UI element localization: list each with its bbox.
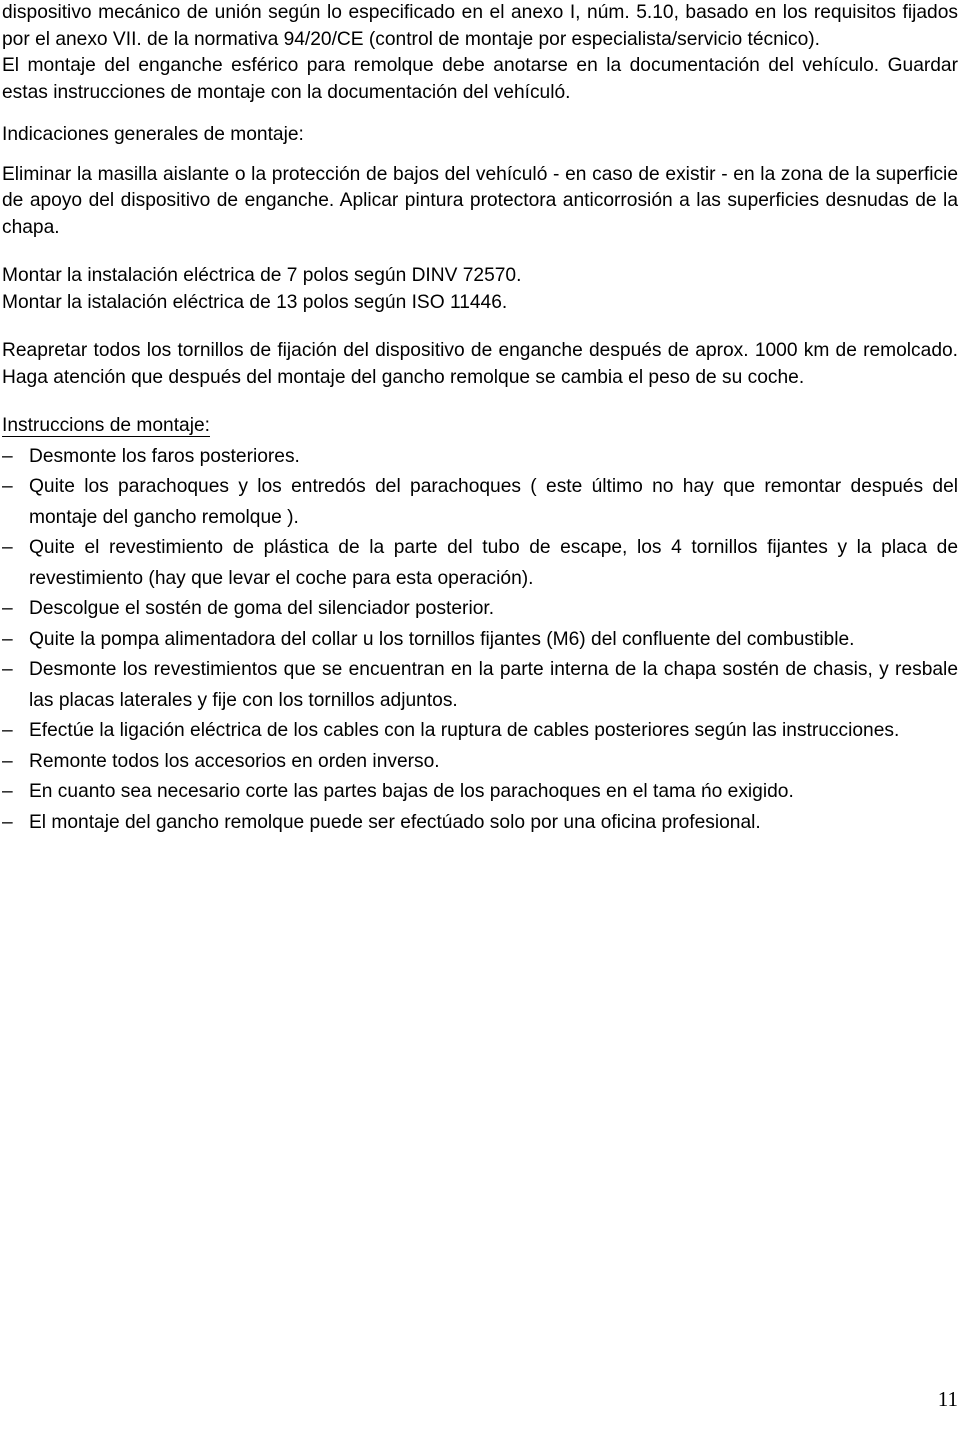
list-item xyxy=(2,533,958,594)
list-item-text: Efectúe la ligación eléctrica de los cables con la ruptura de cables posteriores según las instrucciones. xyxy=(29,720,900,741)
list-item-text: Remonte todos los accesorios en orden inverso. xyxy=(29,750,440,772)
bullet-dash: – xyxy=(2,659,13,680)
bullet-dash: – xyxy=(2,476,13,497)
bullet-dash: – xyxy=(2,598,13,619)
general-paragraph-2: Montar la instalación eléctrica de 7 polos según DINV 72570. xyxy=(2,265,522,286)
intro-paragraph-1: dispositivo mecánico de unión según lo especificado en el anexo I, núm. 5.10, basado en los requisitos fijados por el anexo VII. de la normativa 94/20/CE (control de montaje por especialista/servicio técnico). xyxy=(2,2,958,50)
list-item xyxy=(2,594,958,625)
list-item xyxy=(2,808,958,839)
list-item xyxy=(2,655,958,716)
list-item-text: Desmonte los revestimientos que se encuentran en la parte interna de la chapa sostén de chasis, y resbale las placas laterales y fije con los tornillos adjuntos. xyxy=(29,659,958,711)
list-item-text: En cuanto sea necesario corte las partes bajas de los parachoques en el tama ńo exigido. xyxy=(29,781,794,802)
bullet-dash: – xyxy=(2,720,13,741)
list-item xyxy=(2,777,958,808)
bullet-dash: – xyxy=(2,750,13,772)
general-paragraph-3: Montar la istalación eléctrica de 13 polos según ISO 11446. xyxy=(2,291,508,313)
page-number: 11 xyxy=(937,1387,958,1411)
list-item-text: Quite los parachoques y los entredós del parachoques ( este último no hay que remontar después del montaje del gancho remolque ). xyxy=(29,476,958,528)
bullet-dash: – xyxy=(2,811,13,833)
instructions-list xyxy=(2,442,958,839)
bullet-dash: – xyxy=(2,781,13,802)
list-item xyxy=(2,625,958,656)
list-item xyxy=(2,472,958,533)
bullet-dash: – xyxy=(2,628,13,650)
list-item-text: Desmonte los faros posteriores. xyxy=(29,445,300,467)
list-item-text: El montaje del gancho remolque puede ser efectúado solo por una oficina profesional. xyxy=(29,811,761,833)
list-item xyxy=(2,442,958,473)
bullet-dash: – xyxy=(2,537,13,558)
intro-paragraph-2: El montaje del enganche esférico para remolque debe anotarse en la documentación del vehículo. Guardar estas instrucciones de montaje con la documentación del vehículó. xyxy=(2,55,958,103)
list-item-text: Descolgue el sostén de goma del silenciador posterior. xyxy=(29,598,495,619)
list-item xyxy=(2,716,958,747)
general-paragraph-1: Eliminar la masilla aislante o la protección de bajos del vehículó - en caso de existir - en la zona de la superficie de apoyo del dispositivo de enganche. Aplicar pintura protectora anticorrosión a las superficies desnudas de la chapa. xyxy=(2,163,958,238)
instructions-heading-text: Instruccions de montaje: xyxy=(2,415,210,436)
instructions-heading xyxy=(2,413,958,440)
general-paragraph-4: Reapretar todos los tornillos de fijación del dispositivo de enganche después de aprox. 1000 km de remolcado. Haga atención que después del montaje del gancho remolque se cambia el peso de su coche. xyxy=(2,340,958,388)
list-item-text: Quite el revestimiento de plástica de la parte del tubo de escape, los 4 tornillos fijantes y la placa de revestimiento (hay que levar el coche para esta operación). xyxy=(29,537,958,589)
list-item xyxy=(2,747,958,778)
general-heading: Indicaciones generales de montaje: xyxy=(2,124,304,145)
bullet-dash: – xyxy=(2,445,13,467)
list-item-text: Quite la pompa alimentadora del collar u los tornillos fijantes (M6) del confluente del combustible. xyxy=(29,628,855,650)
